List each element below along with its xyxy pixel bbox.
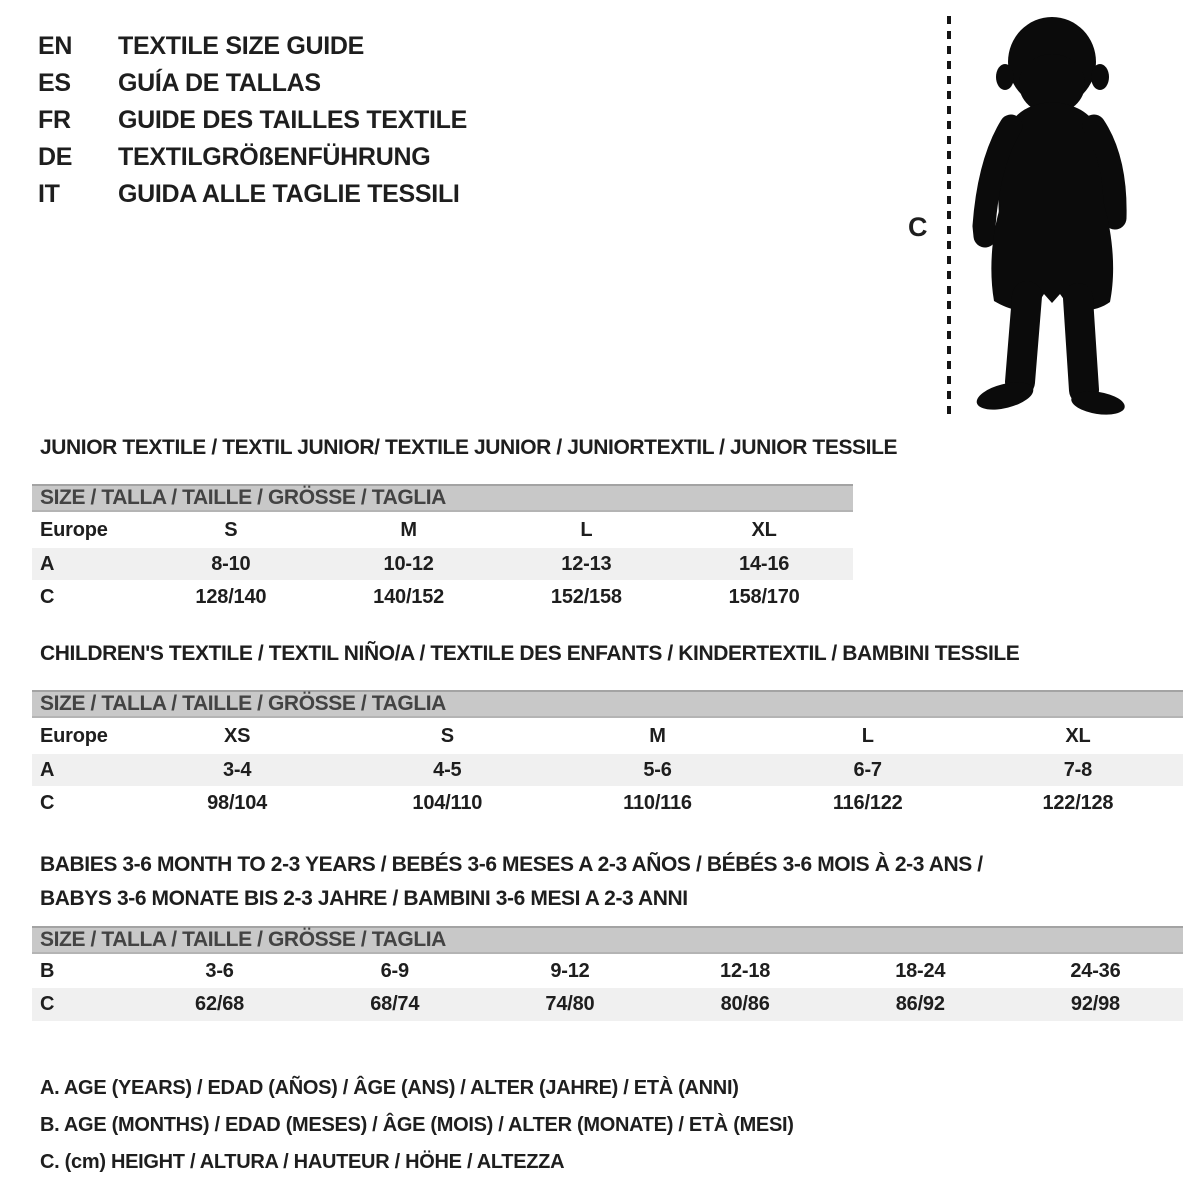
table-cell: 110/116 <box>623 791 692 814</box>
table-cell: 7-8 <box>1063 758 1093 781</box>
table-cell: S <box>224 518 238 541</box>
table-cell: XL <box>751 518 777 541</box>
table-cell: 74/80 <box>545 993 595 1015</box>
language-row-fr <box>38 102 467 139</box>
table-row-age-months <box>32 954 1183 988</box>
toddler-silhouette-icon <box>963 14 1148 419</box>
table-cell: L <box>861 724 874 747</box>
table-cell: 98/104 <box>207 791 268 814</box>
language-row-en <box>38 28 467 65</box>
table-cell: 122/128 <box>1042 791 1114 814</box>
table-cell: 24-36 <box>1070 959 1121 982</box>
language-code: EN <box>38 32 73 60</box>
table-cell: 4-5 <box>433 758 462 781</box>
table-row-europe <box>32 512 853 548</box>
table-cell: 152/158 <box>550 585 622 608</box>
language-row-de <box>38 139 467 176</box>
table-cell: XS <box>223 724 251 747</box>
row-label: B <box>40 959 55 982</box>
row-label: Europe <box>40 518 108 541</box>
junior-section-title: JUNIOR TEXTILE / TEXTIL JUNIOR/ TEXTILE JUNIOR / JUNIORTEXTIL / JUNIOR TESSILE <box>40 436 898 459</box>
row-label: C <box>40 993 55 1015</box>
table-cell: 12-13 <box>561 552 612 575</box>
babies-size-table <box>32 954 1183 1021</box>
height-measure-label: C <box>908 212 928 242</box>
table-cell: 104/110 <box>412 791 483 814</box>
table-row-height-cm <box>32 580 853 614</box>
language-row-it <box>38 176 467 213</box>
language-code: ES <box>38 69 71 97</box>
guide-title-de: TEXTILGRÖßENFÜHRUNG <box>118 143 431 171</box>
table-cell: 3-6 <box>205 959 234 982</box>
table-cell: XL <box>1065 724 1091 747</box>
language-title-list <box>38 28 467 213</box>
table-cell: 12-18 <box>720 959 771 982</box>
table-row-age-years <box>32 754 1183 786</box>
babies-title-line1: BABIES 3-6 MONTH TO 2-3 YEARS / BEBÉS 3-6 MESES A 2-3 AÑOS / BÉBÉS 3-6 MOIS À 2-3 ANS / <box>40 853 983 876</box>
table-cell: 128/140 <box>195 585 267 608</box>
table-row-height-cm <box>32 786 1183 820</box>
table-cell: 68/74 <box>370 993 420 1015</box>
babies-section-title <box>40 848 1040 916</box>
table-row-europe <box>32 718 1183 754</box>
babies-size-header-bar: SIZE / TALLA / TAILLE / GRÖSSE / TAGLIA <box>32 926 1183 954</box>
guide-title-es: GUÍA DE TALLAS <box>118 69 321 97</box>
table-cell: 116/122 <box>832 791 903 814</box>
row-label: C <box>40 791 55 814</box>
table-row-age-years <box>32 548 853 580</box>
children-size-header-bar: SIZE / TALLA / TAILLE / GRÖSSE / TAGLIA <box>32 690 1183 718</box>
table-cell: 10-12 <box>383 552 434 575</box>
table-cell: 3-4 <box>222 758 252 781</box>
table-cell: 80/86 <box>720 993 770 1015</box>
junior-size-table <box>32 512 853 614</box>
children-size-table <box>32 718 1183 820</box>
table-cell: 140/152 <box>373 585 445 608</box>
table-cell: M <box>400 518 417 541</box>
footnote-age-months: B. AGE (MONTHS) / EDAD (MESES) / ÂGE (MOIS) / ALTER (MONATE) / ETÀ (MESI) <box>40 1114 794 1136</box>
language-code: IT <box>38 180 60 208</box>
table-row-height-cm <box>32 988 1183 1021</box>
language-code: FR <box>38 106 71 134</box>
children-section-title: CHILDREN'S TEXTILE / TEXTIL NIÑO/A / TEXTILE DES ENFANTS / KINDERTEXTIL / BAMBINI TESSILE <box>40 642 1020 665</box>
footnote-legend <box>40 1070 794 1181</box>
row-label: A <box>40 552 55 575</box>
guide-title-en: TEXTILE SIZE GUIDE <box>118 32 365 60</box>
footnote-height-cm: C. (cm) HEIGHT / ALTURA / HAUTEUR / HÖHE / ALTEZZA <box>40 1151 565 1173</box>
table-cell: 62/68 <box>195 993 245 1015</box>
height-measure-dashed-line <box>947 16 951 416</box>
language-code: DE <box>38 143 73 171</box>
table-cell: 158/170 <box>728 585 800 608</box>
row-label: C <box>40 585 55 608</box>
table-cell: 6-9 <box>380 959 409 982</box>
table-cell: L <box>580 518 593 541</box>
table-cell: 6-7 <box>853 758 882 781</box>
table-cell: 86/92 <box>895 993 945 1015</box>
table-cell: 18-24 <box>895 959 946 982</box>
table-cell: 8-10 <box>211 552 251 575</box>
babies-title-line2: BABYS 3-6 MONATE BIS 2-3 JAHRE / BAMBINI 3-6 MESI A 2-3 ANNI <box>40 887 688 910</box>
footnote-age-years: A. AGE (YEARS) / EDAD (AÑOS) / ÂGE (ANS) / ALTER (JAHRE) / ETÀ (ANNI) <box>40 1077 739 1099</box>
language-row-es <box>38 65 467 102</box>
junior-size-header-bar: SIZE / TALLA / TAILLE / GRÖSSE / TAGLIA <box>32 484 853 512</box>
row-label: A <box>40 758 55 781</box>
table-cell: 5-6 <box>643 758 672 781</box>
guide-title-fr: GUIDE DES TAILLES TEXTILE <box>118 106 468 134</box>
table-cell: M <box>649 724 666 747</box>
row-label: Europe <box>40 724 108 747</box>
table-cell: 92/98 <box>1070 993 1120 1015</box>
table-cell: S <box>440 724 454 747</box>
table-cell: 9-12 <box>550 959 590 982</box>
guide-title-it: GUIDA ALLE TAGLIE TESSILI <box>118 180 460 208</box>
table-cell: 14-16 <box>739 552 790 575</box>
